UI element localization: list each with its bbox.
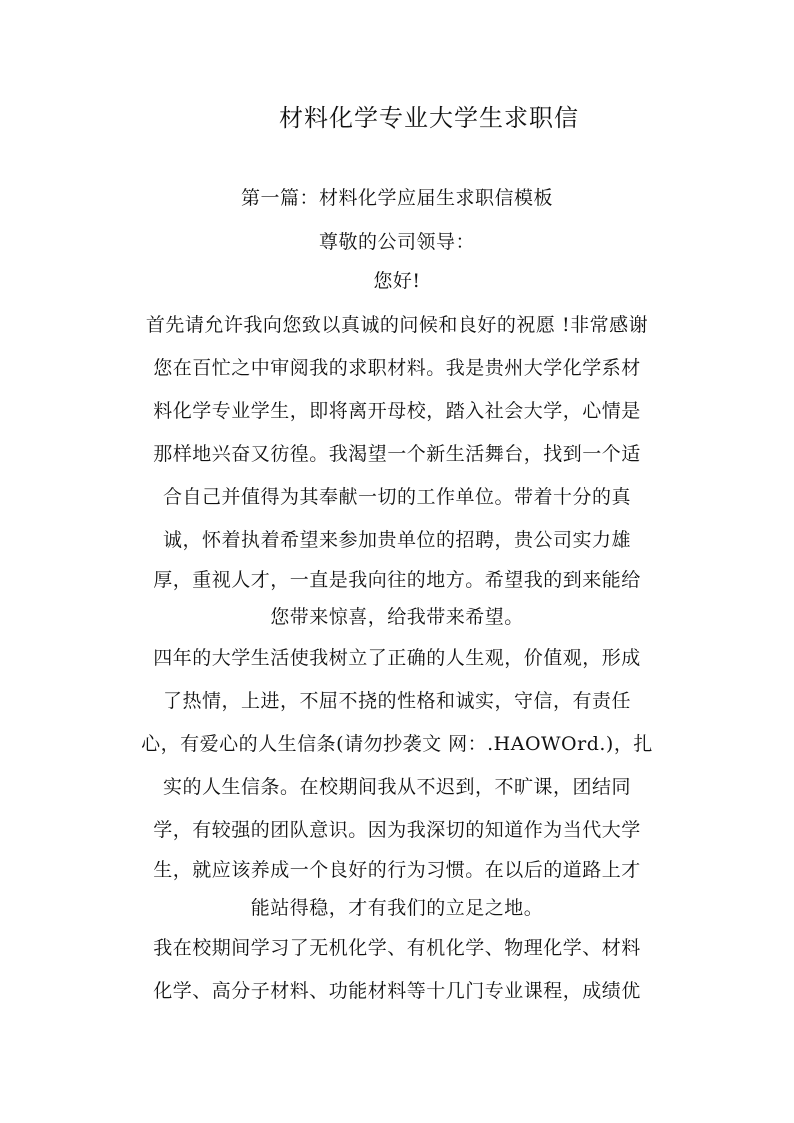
paragraph-1-line-4: 那样地兴奋又彷徨。我渴望一个新生活舞台，找到一个适 [153, 443, 641, 465]
greeting: 您好! [373, 270, 421, 292]
paragraph-1-line-2: 您在百忙之中审阅我的求职材料。我是贵州大学化学系材 [153, 357, 641, 379]
paragraph-1-line-1: 首先请允许我向您致以真诚的问候和良好的祝愿 !非常感谢 [145, 314, 649, 336]
paragraph-2-line-7: 能站得稳，才有我们的立足之地。 [250, 897, 544, 919]
paragraph-3-line-2: 化学、高分子材料、功能材料等十几门专业课程，成绩优 [153, 980, 641, 1002]
paragraph-3-line-1: 我在校期间学习了无机化学、有机化学、物理化学、材料 [153, 937, 641, 959]
paragraph-2-line-5: 学，有较强的团队意识。因为我深切的知道作为当代大学 [153, 819, 641, 841]
paragraph-1-line-3: 料化学专业学生，即将离开母校，踏入社会大学，心情是 [153, 400, 641, 422]
paragraph-1-line-8: 您带来惊喜，给我带来希望。 [270, 606, 524, 628]
paragraph-2-line-4: 实的人生信条。在校期间我从不迟到，不旷课，团结同 [162, 776, 631, 798]
paragraph-2-line-2: 了热情，上进，不屈不挠的性格和诚实，守信，有责任 [162, 690, 631, 712]
paragraph-1-line-5: 合自己并值得为其奉献一切的工作单位。带着十分的真 [162, 486, 631, 508]
paragraph-2-line-3: 心，有爱心的人生信条(请勿抄袭文 网：.HAOWOrd.)，扎 [141, 733, 653, 755]
paragraph-2-line-1: 四年的大学生活使我树立了正确的人生观，价值观，形成 [153, 647, 641, 669]
paragraph-2-line-6: 生，就应该养成一个良好的行为习惯。在以后的道路上才 [153, 859, 641, 881]
document-title: 材料化学专业大学生求职信 [279, 104, 579, 132]
salutation: 尊敬的公司领导： [318, 231, 475, 253]
paragraph-1-line-6: 诚，怀着执着希望来参加贵单位的招聘，贵公司实力雄 [162, 529, 631, 551]
paragraph-1-line-7: 厚，重视人才，一直是我向往的地方。希望我的到来能给 [153, 569, 641, 591]
section-heading: 第一篇：材料化学应届生求职信模板 [240, 187, 553, 209]
